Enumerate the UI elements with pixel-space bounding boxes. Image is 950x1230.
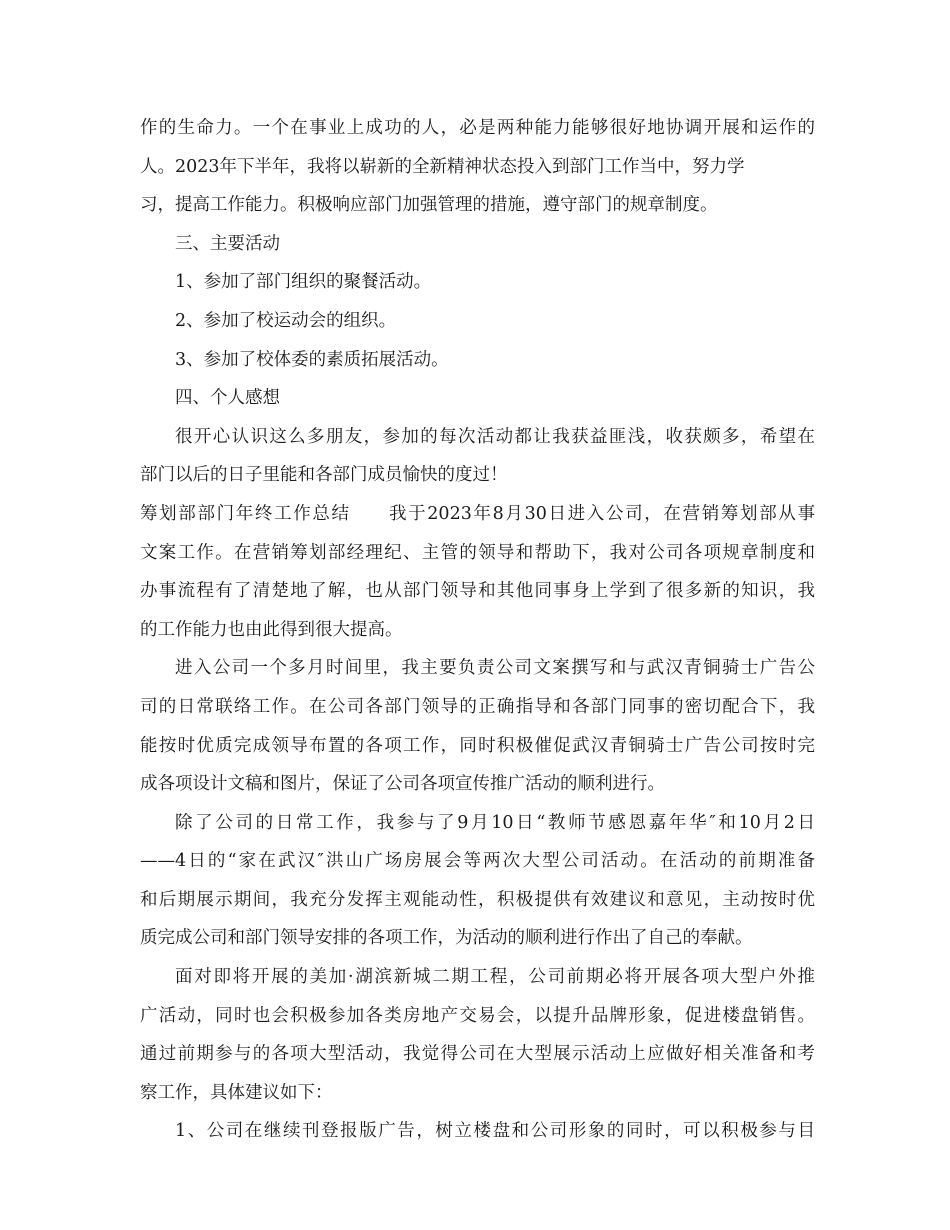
document-body (140, 109, 815, 1151)
list-item: 2、参加了校运动会的组织。 (175, 310, 397, 331)
text-line: 能按时优质完成领导布置的各项工作，同时积极催促武汉青铜骑士广告公司按时完 (140, 735, 815, 756)
text-line: 作的生命力。一个在事业上成功的人，必是两种能力能够很好地协调开展和运作的 (140, 118, 815, 138)
text-line: 人。2023年下半年，我将以崭新的全新精神状态投入到部门工作当中，努力学 (140, 156, 745, 177)
text-line: 通过前期参与的各项大型活动，我觉得公司在大型展示活动上应做好相关准备和考 (140, 1044, 815, 1065)
text-line: 1、公司在继续刊登报版广告，树立楼盘和公司形象的同时，可以积极参与目 (175, 1121, 815, 1142)
section-heading-personal-thoughts: 四、个人感想 (175, 388, 280, 409)
text-line: 很开心认识这么多朋友，参加的每次活动都让我获益匪浅，收获颇多，希望在 (175, 426, 815, 447)
text-line: 办事流程有了清楚地了解，也从部门领导和其他同事身上学到了很多新的知识，我 (140, 581, 815, 602)
text-line: 和后期展示期间，我充分发挥主观能动性，积极提供有效建议和意见，主动按时优 (140, 889, 815, 910)
list-item: 3、参加了校体委的素质拓展活动。 (175, 349, 449, 370)
text-line-with-title: 筹划部部门年终工作总结 我于2023年8月30日进入公司，在营销筹划部从事 (140, 503, 815, 524)
text-line: 司的日常联络工作。在公司各部门领导的正确指导和各部门同事的密切配合下，我 (140, 696, 815, 717)
text-line: 面对即将开展的美加·湖滨新城二期工程，公司前期必将开展各项大型户外推 (175, 967, 815, 988)
text-line: 成各项设计文稿和图片，保证了公司各项宣传推广活动的顺利进行。 (140, 774, 665, 795)
section-heading-main-activities: 三、主要活动 (175, 233, 280, 254)
text-line: 进入公司一个多月时间里，我主要负责公司文案撰写和与武汉青铜骑士广告公 (175, 658, 815, 679)
list-item: 1、参加了部门组织的聚餐活动。 (175, 272, 432, 293)
text-line: 部门以后的日子里能和各部门成员愉快的度过！ (140, 465, 508, 486)
text-line: ——4日的“家在武汉″洪山广场房展会等两次大型公司活动。在活动的前期准备 (140, 851, 815, 872)
text-line: 广活动，同时也会积极参加各类房地产交易会，以提升品牌形象，促进楼盘销售。 (140, 1005, 815, 1026)
text-line: 质完成公司和部门领导安排的各项工作，为活动的顺利进行作出了自己的奉献。 (140, 928, 753, 949)
text-line: 察工作，具体建议如下： (140, 1082, 333, 1103)
text-line: 除了公司的日常工作，我参与了9月10日“教师节感恩嘉年华″和10月2日 (175, 812, 815, 833)
text-line: 文案工作。在营销筹划部经理纪、主管的领导和帮助下，我对公司各项规章制度和 (140, 542, 815, 563)
text-line: 习，提高工作能力。积极响应部门加强管理的措施，遵守部门的规章制度。 (140, 195, 718, 216)
text-line: 的工作能力也由此得到很大提高。 (140, 619, 403, 640)
